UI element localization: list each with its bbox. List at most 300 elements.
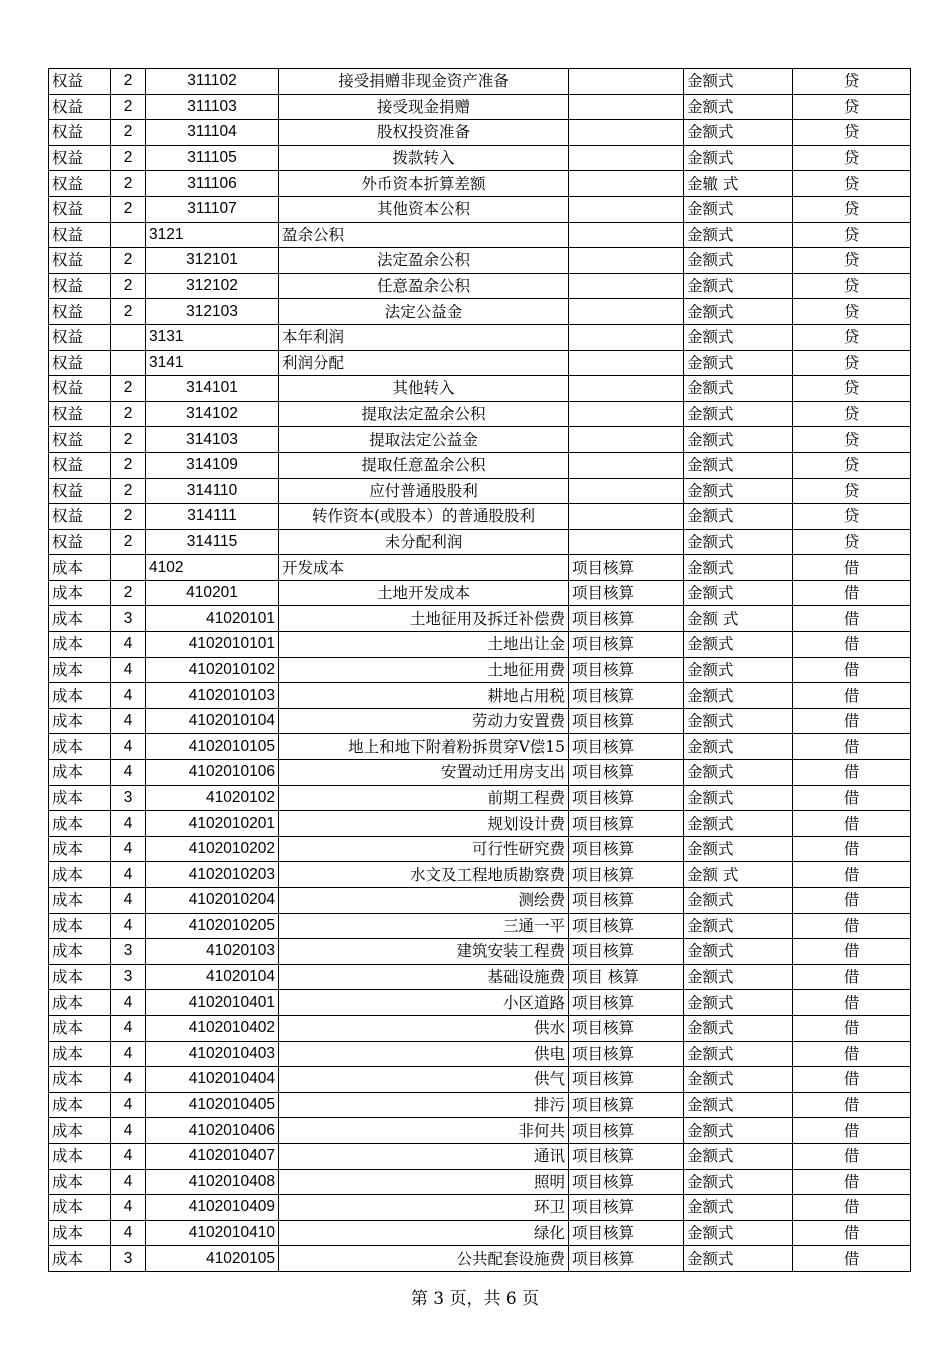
balance-direction-cell: 贷 xyxy=(793,504,911,530)
table-row xyxy=(49,836,911,862)
auxiliary-accounting-cell: 项目核算 xyxy=(569,1143,684,1169)
level-cell: 2 xyxy=(111,529,146,555)
table-row xyxy=(49,94,911,120)
auxiliary-accounting-cell xyxy=(569,171,684,197)
level-cell: 3 xyxy=(111,939,146,965)
auxiliary-accounting-cell: 项目核算 xyxy=(569,990,684,1016)
account-name-cell: 劳动力安置费 xyxy=(279,708,569,734)
account-code-cell: 4102010403 xyxy=(146,1041,279,1067)
account-code-cell: 4102010201 xyxy=(146,811,279,837)
category-cell: 成本 xyxy=(49,708,111,734)
account-name-cell: 接受现金捐赠 xyxy=(279,94,569,120)
account-code-cell: 4102010409 xyxy=(146,1195,279,1221)
table-row xyxy=(49,760,911,786)
account-code-cell: 41020103 xyxy=(146,939,279,965)
category-cell: 成本 xyxy=(49,785,111,811)
category-cell: 成本 xyxy=(49,1092,111,1118)
category-cell: 权益 xyxy=(49,299,111,325)
auxiliary-accounting-cell: 项目核算 xyxy=(569,1169,684,1195)
level-cell: 3 xyxy=(111,1246,146,1272)
balance-direction-cell: 借 xyxy=(793,760,911,786)
account-name-cell: 法定盈余公积 xyxy=(279,248,569,274)
auxiliary-accounting-cell: 项目核算 xyxy=(569,913,684,939)
auxiliary-accounting-cell: 项目核算 xyxy=(569,1041,684,1067)
level-cell: 2 xyxy=(111,478,146,504)
account-name-cell: 通讯 xyxy=(279,1143,569,1169)
account-code-cell: 314102 xyxy=(146,401,279,427)
auxiliary-accounting-cell: 项目核算 xyxy=(569,1015,684,1041)
account-code-cell: 3121 xyxy=(146,222,279,248)
balance-direction-cell: 贷 xyxy=(793,376,911,402)
account-code-cell: 4102010410 xyxy=(146,1220,279,1246)
account-name-cell: 盈余公积 xyxy=(279,222,569,248)
account-code-cell: 4102010205 xyxy=(146,913,279,939)
table-row xyxy=(49,862,911,888)
table-row xyxy=(49,529,911,555)
auxiliary-accounting-cell xyxy=(569,504,684,530)
category-cell: 权益 xyxy=(49,478,111,504)
level-cell: 4 xyxy=(111,683,146,709)
balance-direction-cell: 借 xyxy=(793,632,911,658)
format-cell: 金额式 xyxy=(684,1067,793,1093)
level-cell: 4 xyxy=(111,734,146,760)
account-name-cell: 耕地占用税 xyxy=(279,683,569,709)
level-cell: 4 xyxy=(111,632,146,658)
balance-direction-cell: 借 xyxy=(793,939,911,965)
account-code-cell: 4102010103 xyxy=(146,683,279,709)
format-cell: 金额式 xyxy=(684,427,793,453)
auxiliary-accounting-cell xyxy=(569,273,684,299)
account-name-cell: 测绘费 xyxy=(279,888,569,914)
balance-direction-cell: 借 xyxy=(793,836,911,862)
account-code-cell: 311104 xyxy=(146,120,279,146)
account-code-cell: 4102010105 xyxy=(146,734,279,760)
auxiliary-accounting-cell xyxy=(569,376,684,402)
level-cell xyxy=(111,555,146,581)
format-cell: 金额式 xyxy=(684,785,793,811)
balance-direction-cell: 贷 xyxy=(793,324,911,350)
auxiliary-accounting-cell: 项目核算 xyxy=(569,632,684,658)
account-name-cell: 环卫 xyxy=(279,1195,569,1221)
auxiliary-accounting-cell xyxy=(569,69,684,95)
auxiliary-accounting-cell xyxy=(569,94,684,120)
account-code-cell: 312101 xyxy=(146,248,279,274)
level-cell: 2 xyxy=(111,145,146,171)
level-cell: 4 xyxy=(111,990,146,1016)
auxiliary-accounting-cell: 项目核算 xyxy=(569,760,684,786)
category-cell: 成本 xyxy=(49,1195,111,1221)
format-cell: 金额式 xyxy=(684,299,793,325)
account-name-cell: 提取法定公益金 xyxy=(279,427,569,453)
account-name-cell: 土地征用及拆迁补偿费 xyxy=(279,606,569,632)
balance-direction-cell: 借 xyxy=(793,964,911,990)
account-code-cell: 311105 xyxy=(146,145,279,171)
balance-direction-cell: 贷 xyxy=(793,222,911,248)
balance-direction-cell: 借 xyxy=(793,811,911,837)
table-row xyxy=(49,1246,911,1272)
category-cell: 成本 xyxy=(49,632,111,658)
account-code-cell: 3141 xyxy=(146,350,279,376)
level-cell: 4 xyxy=(111,1143,146,1169)
account-name-cell: 法定公益金 xyxy=(279,299,569,325)
level-cell: 3 xyxy=(111,785,146,811)
balance-direction-cell: 借 xyxy=(793,555,911,581)
auxiliary-accounting-cell xyxy=(569,401,684,427)
table-row xyxy=(49,196,911,222)
category-cell: 权益 xyxy=(49,427,111,453)
category-cell: 成本 xyxy=(49,1220,111,1246)
level-cell: 4 xyxy=(111,913,146,939)
auxiliary-accounting-cell: 项目核算 xyxy=(569,785,684,811)
balance-direction-cell: 借 xyxy=(793,888,911,914)
account-name-cell: 绿化 xyxy=(279,1220,569,1246)
category-cell: 成本 xyxy=(49,657,111,683)
account-name-cell: 小区道路 xyxy=(279,990,569,1016)
table-row xyxy=(49,734,911,760)
account-name-cell: 土地征用费 xyxy=(279,657,569,683)
auxiliary-accounting-cell: 项目核算 xyxy=(569,657,684,683)
balance-direction-cell: 贷 xyxy=(793,401,911,427)
account-name-cell: 任意盈余公积 xyxy=(279,273,569,299)
format-cell: 金额式 xyxy=(684,708,793,734)
format-cell: 金额式 xyxy=(684,376,793,402)
category-cell: 权益 xyxy=(49,171,111,197)
account-name-cell: 未分配利润 xyxy=(279,529,569,555)
category-cell: 权益 xyxy=(49,248,111,274)
format-cell: 金额式 xyxy=(684,273,793,299)
account-code-cell: 41020102 xyxy=(146,785,279,811)
table-row xyxy=(49,1143,911,1169)
account-code-cell: 4102010204 xyxy=(146,888,279,914)
balance-direction-cell: 借 xyxy=(793,1041,911,1067)
account-code-cell: 314115 xyxy=(146,529,279,555)
account-code-cell: 4102010202 xyxy=(146,836,279,862)
balance-direction-cell: 借 xyxy=(793,657,911,683)
account-name-cell: 提取法定盈余公积 xyxy=(279,401,569,427)
category-cell: 权益 xyxy=(49,401,111,427)
category-cell: 权益 xyxy=(49,504,111,530)
balance-direction-cell: 借 xyxy=(793,990,911,1016)
level-cell: 2 xyxy=(111,376,146,402)
level-cell: 3 xyxy=(111,964,146,990)
category-cell: 成本 xyxy=(49,836,111,862)
format-cell: 金额式 xyxy=(684,939,793,965)
balance-direction-cell: 借 xyxy=(793,913,911,939)
balance-direction-cell: 借 xyxy=(793,1143,911,1169)
table-row xyxy=(49,1067,911,1093)
category-cell: 成本 xyxy=(49,964,111,990)
auxiliary-accounting-cell: 项目核算 xyxy=(569,1246,684,1272)
auxiliary-accounting-cell: 项目核算 xyxy=(569,939,684,965)
balance-direction-cell: 借 xyxy=(793,734,911,760)
balance-direction-cell: 贷 xyxy=(793,69,911,95)
category-cell: 成本 xyxy=(49,1246,111,1272)
format-cell: 金额式 xyxy=(684,145,793,171)
auxiliary-accounting-cell: 项目核算 xyxy=(569,1195,684,1221)
auxiliary-accounting-cell: 项目核算 xyxy=(569,811,684,837)
table-row xyxy=(49,1195,911,1221)
table-row xyxy=(49,401,911,427)
format-cell: 金额式 xyxy=(684,964,793,990)
balance-direction-cell: 贷 xyxy=(793,452,911,478)
account-code-cell: 410201 xyxy=(146,580,279,606)
account-name-cell: 安置动迁用房支出 xyxy=(279,760,569,786)
account-code-cell: 4102010407 xyxy=(146,1143,279,1169)
level-cell: 4 xyxy=(111,1169,146,1195)
category-cell: 成本 xyxy=(49,862,111,888)
table-row xyxy=(49,1220,911,1246)
level-cell: 4 xyxy=(111,1118,146,1144)
balance-direction-cell: 贷 xyxy=(793,196,911,222)
table-row xyxy=(49,657,911,683)
category-cell: 成本 xyxy=(49,1143,111,1169)
account-name-cell: 建筑安装工程费 xyxy=(279,939,569,965)
account-name-cell: 其他转入 xyxy=(279,376,569,402)
auxiliary-accounting-cell: 项目核算 xyxy=(569,708,684,734)
balance-direction-cell: 借 xyxy=(793,1195,911,1221)
level-cell: 4 xyxy=(111,1092,146,1118)
category-cell: 成本 xyxy=(49,811,111,837)
table-row xyxy=(49,606,911,632)
category-cell: 成本 xyxy=(49,913,111,939)
table-row xyxy=(49,145,911,171)
auxiliary-accounting-cell xyxy=(569,120,684,146)
category-cell: 权益 xyxy=(49,69,111,95)
balance-direction-cell: 借 xyxy=(793,580,911,606)
auxiliary-accounting-cell: 项目核算 xyxy=(569,683,684,709)
account-name-cell: 供水 xyxy=(279,1015,569,1041)
format-cell: 金额式 xyxy=(684,248,793,274)
format-cell: 金额式 xyxy=(684,452,793,478)
level-cell: 4 xyxy=(111,708,146,734)
category-cell: 权益 xyxy=(49,222,111,248)
account-name-cell: 可行性研究费 xyxy=(279,836,569,862)
format-cell: 金额式 xyxy=(684,222,793,248)
level-cell: 4 xyxy=(111,1220,146,1246)
account-name-cell: 地上和地下附着粉拆贯穿V偿15 xyxy=(279,734,569,760)
balance-direction-cell: 贷 xyxy=(793,299,911,325)
level-cell: 4 xyxy=(111,811,146,837)
format-cell: 金额式 xyxy=(684,913,793,939)
table-row xyxy=(49,1118,911,1144)
format-cell: 金额式 xyxy=(684,529,793,555)
account-name-cell: 接受捐赠非现金资产准备 xyxy=(279,69,569,95)
format-cell: 金额式 xyxy=(684,1220,793,1246)
auxiliary-accounting-cell xyxy=(569,529,684,555)
format-cell: 金额式 xyxy=(684,632,793,658)
account-code-cell: 311103 xyxy=(146,94,279,120)
format-cell: 金额式 xyxy=(684,555,793,581)
format-cell: 金额式 xyxy=(684,324,793,350)
account-name-cell: 水文及工程地质勘察费 xyxy=(279,862,569,888)
category-cell: 权益 xyxy=(49,376,111,402)
account-name-cell: 照明 xyxy=(279,1169,569,1195)
account-code-cell: 4102010408 xyxy=(146,1169,279,1195)
level-cell: 2 xyxy=(111,427,146,453)
format-cell: 金辙 式 xyxy=(684,171,793,197)
account-name-cell: 土地出让金 xyxy=(279,632,569,658)
account-table xyxy=(48,68,911,1272)
account-code-cell: 4102010101 xyxy=(146,632,279,658)
format-cell: 金额式 xyxy=(684,1015,793,1041)
category-cell: 权益 xyxy=(49,196,111,222)
table-row xyxy=(49,1169,911,1195)
table-row xyxy=(49,376,911,402)
account-code-cell: 4102010203 xyxy=(146,862,279,888)
table-row xyxy=(49,478,911,504)
account-name-cell: 股权投资准备 xyxy=(279,120,569,146)
account-code-cell: 41020105 xyxy=(146,1246,279,1272)
format-cell: 金额式 xyxy=(684,478,793,504)
category-cell: 权益 xyxy=(49,350,111,376)
account-code-cell: 312103 xyxy=(146,299,279,325)
level-cell: 2 xyxy=(111,248,146,274)
level-cell xyxy=(111,324,146,350)
table-row xyxy=(49,299,911,325)
auxiliary-accounting-cell xyxy=(569,324,684,350)
category-cell: 权益 xyxy=(49,324,111,350)
table-row xyxy=(49,555,911,581)
format-cell: 金额式 xyxy=(684,1118,793,1144)
level-cell: 4 xyxy=(111,657,146,683)
level-cell: 2 xyxy=(111,120,146,146)
auxiliary-accounting-cell: 项目核算 xyxy=(569,1067,684,1093)
auxiliary-accounting-cell: 项目核算 xyxy=(569,1220,684,1246)
balance-direction-cell: 贷 xyxy=(793,171,911,197)
level-cell: 2 xyxy=(111,273,146,299)
table-row xyxy=(49,683,911,709)
level-cell: 4 xyxy=(111,836,146,862)
balance-direction-cell: 贷 xyxy=(793,427,911,453)
account-name-cell: 土地开发成本 xyxy=(279,580,569,606)
balance-direction-cell: 贷 xyxy=(793,120,911,146)
category-cell: 成本 xyxy=(49,734,111,760)
account-code-cell: 3131 xyxy=(146,324,279,350)
table-row xyxy=(49,69,911,95)
table-row xyxy=(49,708,911,734)
table-row xyxy=(49,939,911,965)
balance-direction-cell: 贷 xyxy=(793,145,911,171)
account-code-cell: 314111 xyxy=(146,504,279,530)
account-code-cell: 4102010404 xyxy=(146,1067,279,1093)
category-cell: 成本 xyxy=(49,1041,111,1067)
table-row xyxy=(49,427,911,453)
format-cell: 金额式 xyxy=(684,196,793,222)
category-cell: 成本 xyxy=(49,939,111,965)
page-footer: 第 3 页，共 6 页 xyxy=(410,1289,540,1309)
auxiliary-accounting-cell: 项目核算 xyxy=(569,1092,684,1118)
balance-direction-cell: 贷 xyxy=(793,350,911,376)
balance-direction-cell: 借 xyxy=(793,862,911,888)
account-name-cell: 提取任意盈余公积 xyxy=(279,452,569,478)
level-cell xyxy=(111,350,146,376)
level-cell: 4 xyxy=(111,888,146,914)
format-cell: 金额式 xyxy=(684,1092,793,1118)
auxiliary-accounting-cell xyxy=(569,299,684,325)
level-cell: 4 xyxy=(111,1195,146,1221)
level-cell: 2 xyxy=(111,69,146,95)
table-row xyxy=(49,324,911,350)
balance-direction-cell: 借 xyxy=(793,785,911,811)
level-cell: 3 xyxy=(111,606,146,632)
account-code-cell: 4102010401 xyxy=(146,990,279,1016)
category-cell: 权益 xyxy=(49,145,111,171)
level-cell: 2 xyxy=(111,401,146,427)
balance-direction-cell: 贷 xyxy=(793,529,911,555)
table-row xyxy=(49,222,911,248)
level-cell: 2 xyxy=(111,171,146,197)
account-code-cell: 312102 xyxy=(146,273,279,299)
level-cell: 4 xyxy=(111,1067,146,1093)
auxiliary-accounting-cell xyxy=(569,452,684,478)
auxiliary-accounting-cell: 项目核算 xyxy=(569,580,684,606)
account-code-cell: 4102010406 xyxy=(146,1118,279,1144)
format-cell: 金额式 xyxy=(684,69,793,95)
account-code-cell: 311102 xyxy=(146,69,279,95)
auxiliary-accounting-cell: 项目核算 xyxy=(569,734,684,760)
auxiliary-accounting-cell: 项目核算 xyxy=(569,862,684,888)
level-cell: 2 xyxy=(111,196,146,222)
table-row xyxy=(49,888,911,914)
auxiliary-accounting-cell xyxy=(569,478,684,504)
balance-direction-cell: 借 xyxy=(793,683,911,709)
account-name-cell: 本年利润 xyxy=(279,324,569,350)
level-cell: 4 xyxy=(111,1015,146,1041)
account-name-cell: 外币资本折算差额 xyxy=(279,171,569,197)
auxiliary-accounting-cell: 项目核算 xyxy=(569,606,684,632)
account-name-cell: 转作资本(或股本）的普通股股利 xyxy=(279,504,569,530)
account-name-cell: 非何共 xyxy=(279,1118,569,1144)
auxiliary-accounting-cell xyxy=(569,196,684,222)
format-cell: 金额式 xyxy=(684,120,793,146)
format-cell: 金额式 xyxy=(684,504,793,530)
category-cell: 权益 xyxy=(49,529,111,555)
account-code-cell: 41020104 xyxy=(146,964,279,990)
category-cell: 成本 xyxy=(49,606,111,632)
account-code-cell: 314103 xyxy=(146,427,279,453)
format-cell: 金额式 xyxy=(684,990,793,1016)
table-row xyxy=(49,811,911,837)
level-cell: 2 xyxy=(111,452,146,478)
format-cell: 金额式 xyxy=(684,760,793,786)
table-row xyxy=(49,350,911,376)
auxiliary-accounting-cell xyxy=(569,222,684,248)
auxiliary-accounting-cell: 项目核算 xyxy=(569,555,684,581)
category-cell: 权益 xyxy=(49,273,111,299)
format-cell: 金额 式 xyxy=(684,862,793,888)
format-cell: 金额式 xyxy=(684,1169,793,1195)
account-code-cell: 314101 xyxy=(146,376,279,402)
account-name-cell: 基础设施费 xyxy=(279,964,569,990)
table-row xyxy=(49,785,911,811)
category-cell: 权益 xyxy=(49,452,111,478)
format-cell: 金额式 xyxy=(684,1143,793,1169)
level-cell xyxy=(111,222,146,248)
balance-direction-cell: 借 xyxy=(793,1246,911,1272)
format-cell: 金额式 xyxy=(684,657,793,683)
auxiliary-accounting-cell xyxy=(569,248,684,274)
account-name-cell: 排污 xyxy=(279,1092,569,1118)
account-code-cell: 314110 xyxy=(146,478,279,504)
account-name-cell: 三通一平 xyxy=(279,913,569,939)
balance-direction-cell: 借 xyxy=(793,1067,911,1093)
category-cell: 成本 xyxy=(49,990,111,1016)
format-cell: 金额式 xyxy=(684,1246,793,1272)
level-cell: 2 xyxy=(111,580,146,606)
table-row xyxy=(49,632,911,658)
account-name-cell: 应付普通股股利 xyxy=(279,478,569,504)
level-cell: 4 xyxy=(111,862,146,888)
